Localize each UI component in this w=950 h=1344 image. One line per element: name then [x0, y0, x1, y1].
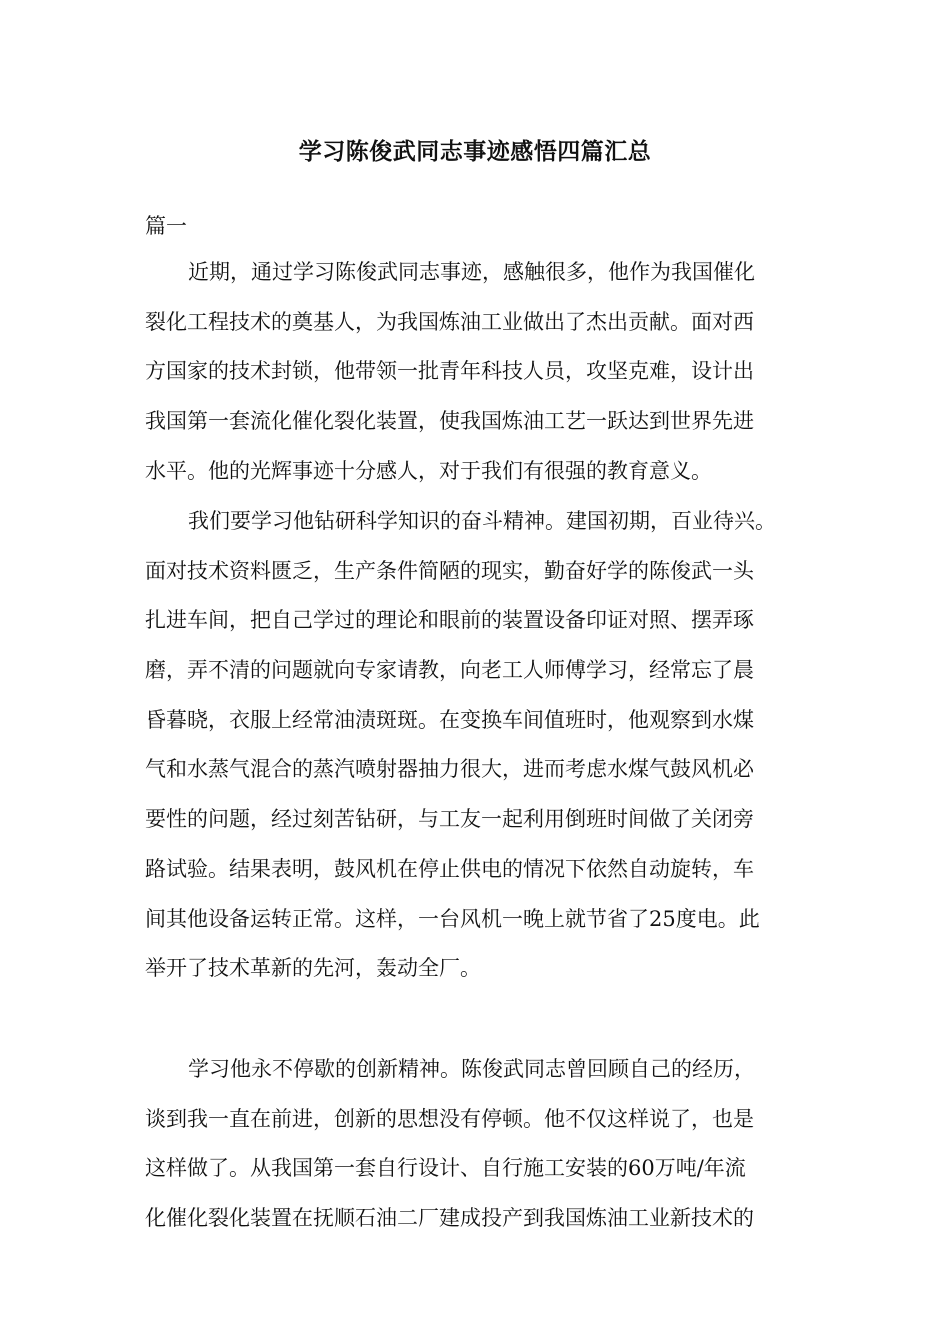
paragraph-line: 谈到我一直在前进，创新的思想没有停顿。他不仅这样说了，也是 [145, 1106, 754, 1131]
paragraph-line: 举开了技术革新的先河，轰动全厂。 [145, 956, 481, 981]
paragraph-line: 气和水蒸气混合的蒸汽喷射器抽力很大，进而考虑水煤气鼓风机必 [145, 757, 754, 782]
paragraph-line: 要性的问题，经过刻苦钻研，与工友一起利用倒班时间做了关闭旁 [145, 807, 754, 832]
paragraph-line: 磨，弄不清的问题就向专家请教，向老工人师傅学习，经常忘了晨 [145, 658, 754, 683]
paragraph-line: 扎进车间，把自己学过的理论和眼前的装置设备印证对照、摆弄琢 [145, 608, 754, 633]
paragraph-line: 水平。他的光辉事迹十分感人，对于我们有很强的教育意义。 [145, 458, 712, 483]
paragraph-1 [145, 248, 807, 496]
paragraph-line: 昏暮晓，衣服上经常油渍斑斑。在变换车间值班时，他观察到水煤 [145, 707, 754, 732]
paragraph-line: 我们要学习他钻研科学知识的奋斗精神。建国初期，百业待兴。 [188, 509, 776, 533]
paragraph-line: 这样做了。从我国第一套自行设计、自行施工安装的60万吨/年流 [145, 1156, 746, 1181]
section-label: 篇一 [145, 214, 187, 238]
paragraph-line: 路试验。结果表明，鼓风机在停止供电的情况下依然自动旋转，车 [145, 856, 754, 881]
paragraph-line: 裂化工程技术的奠基人，为我国炼油工业做出了杰出贡献。面对西 [145, 309, 754, 334]
paragraph-line: 学习他永不停歇的创新精神。陈俊武同志曾回顾自己的经历， [188, 1057, 755, 1081]
paragraph-line: 面对技术资料匮乏，生产条件简陋的现实，勤奋好学的陈俊武一头 [145, 558, 754, 583]
paragraph-3 [145, 1045, 807, 1244]
paragraph-2 [145, 497, 807, 994]
document-title: 学习陈俊武同志事迹感悟四篇汇总 [298, 138, 652, 165]
paragraph-line: 化催化裂化装置在抚顺石油二厂建成投产到我国炼油工业新技术的 [145, 1206, 754, 1231]
paragraph-line: 我国第一套流化催化裂化装置，使我国炼油工艺一跃达到世界先进 [145, 409, 754, 434]
paragraph-line: 间其他设备运转正常。这样，一台风机一晚上就节省了25度电。此 [145, 906, 760, 931]
paragraph-line: 近期，通过学习陈俊武同志事迹，感触很多，他作为我国催化 [188, 260, 755, 284]
paragraph-line: 方国家的技术封锁，他带领一批青年科技人员，攻坚克难，设计出 [145, 359, 754, 384]
